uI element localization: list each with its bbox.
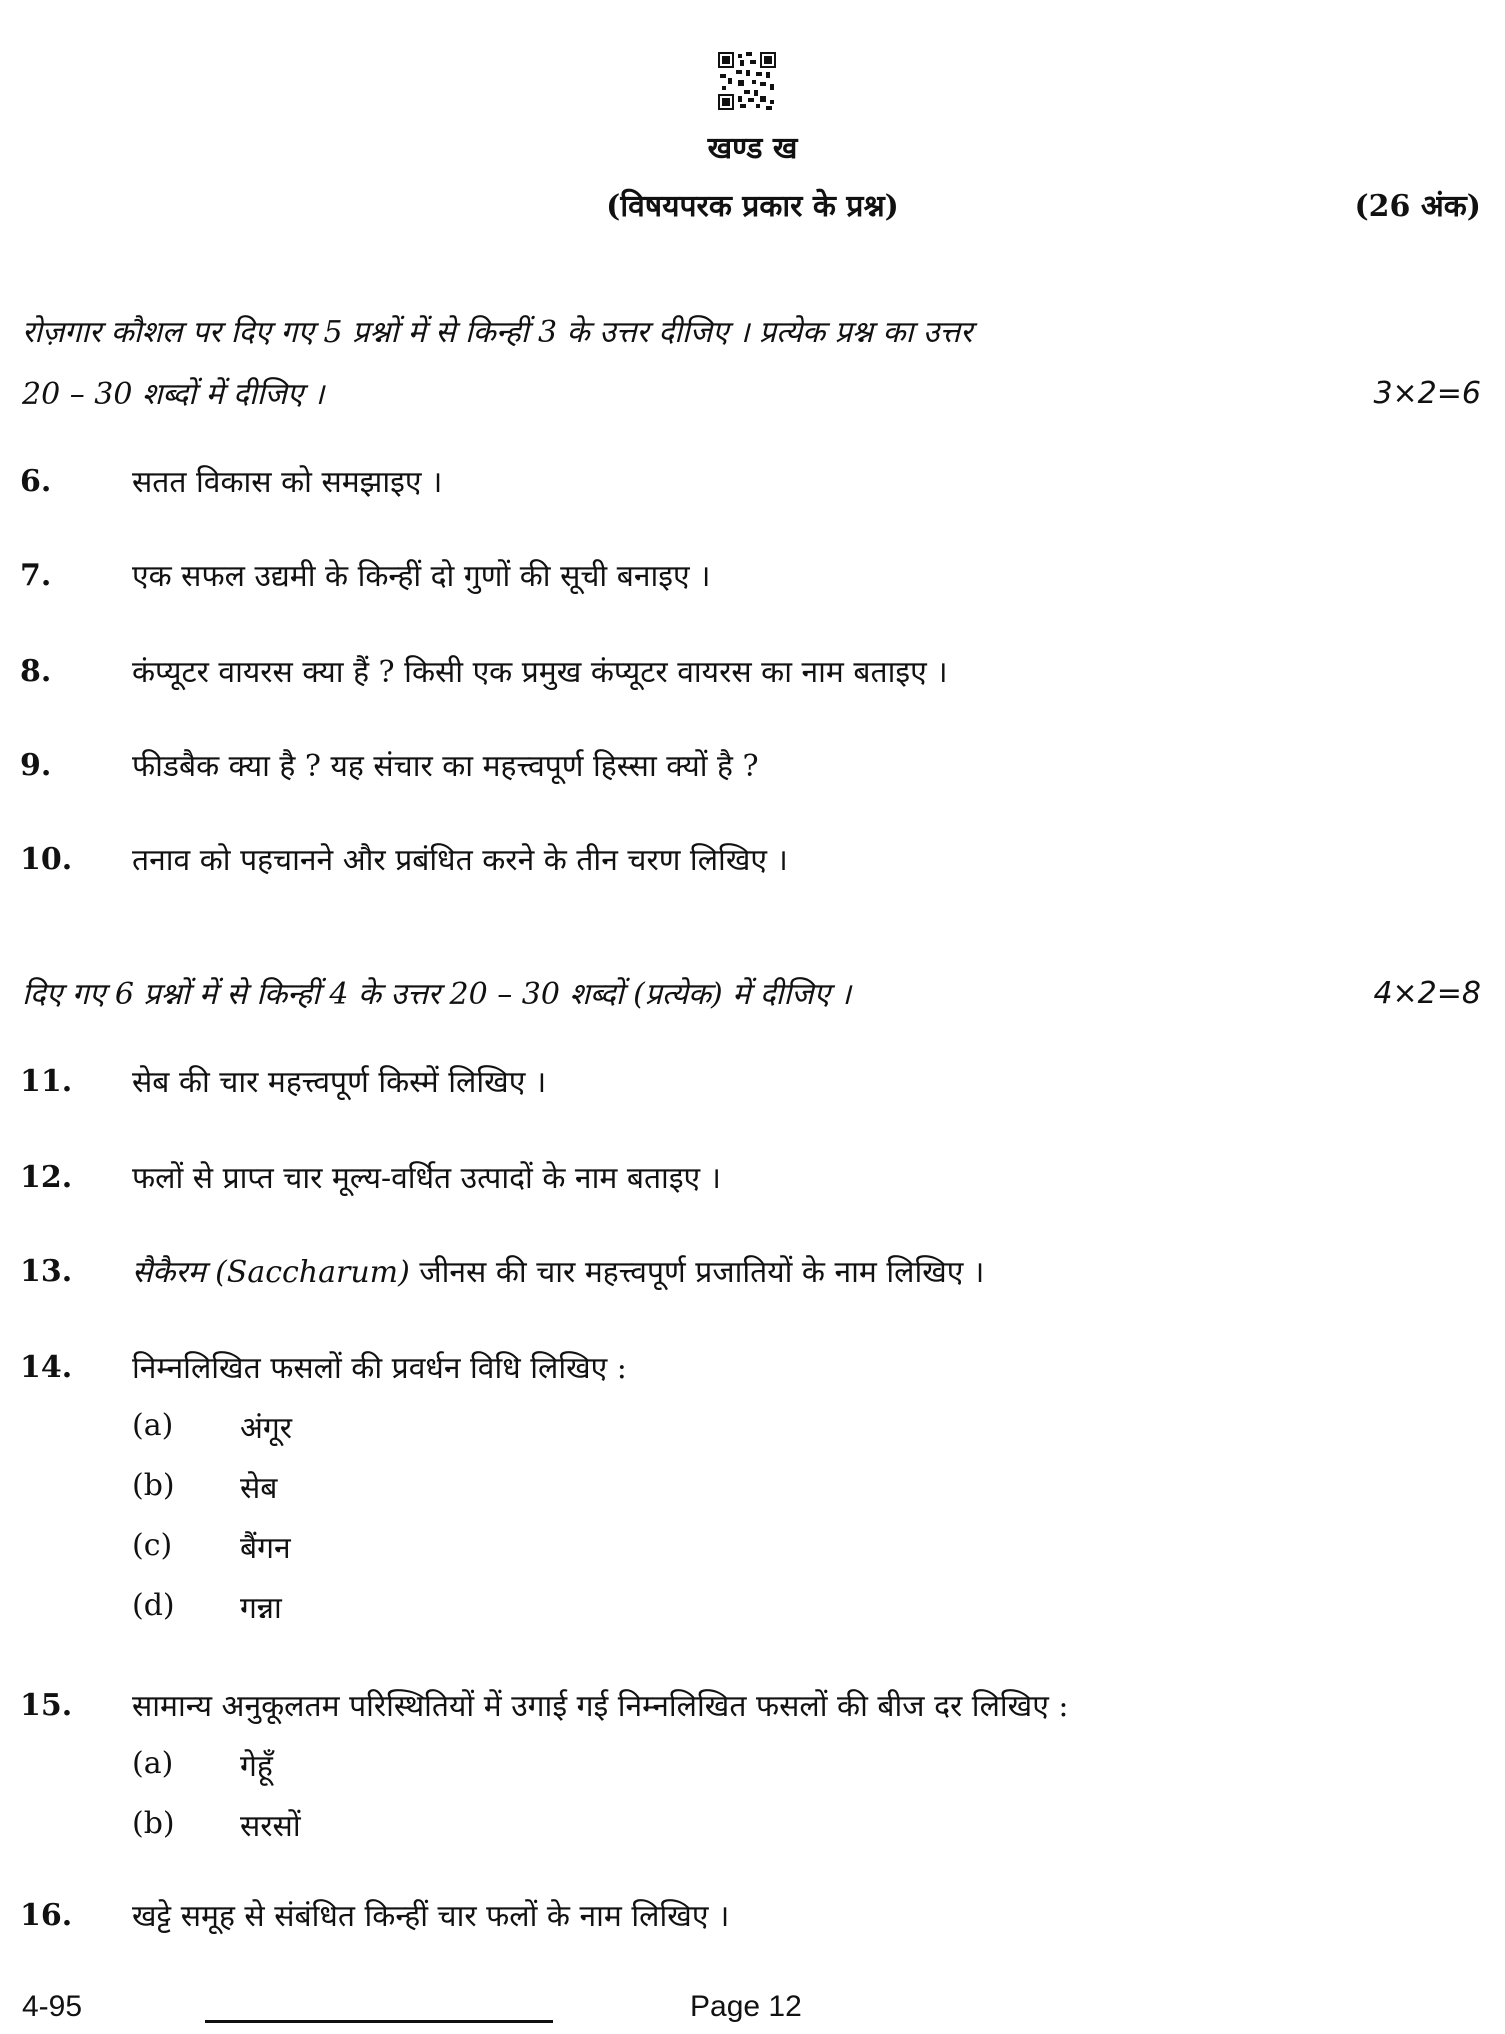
question-text: फीडबैक क्या है ? यह संचार का महत्त्वपूर्ण हिस्सा क्यों है ? xyxy=(132,749,759,784)
question-number: 13. xyxy=(20,1254,73,1289)
option-text: सरसों xyxy=(240,1809,301,1844)
question-text: खट्टे समूह से संबंधित किन्हीं चार फलों के नाम लिखिए । xyxy=(132,1899,730,1934)
option-label: (b) xyxy=(132,1468,175,1503)
option-text: सेब xyxy=(240,1471,278,1506)
section-title: खण्ड ख xyxy=(707,131,798,166)
question-text-rest: जीनस की चार महत्त्वपूर्ण प्रजातियों के नाम लिखिए । xyxy=(409,1255,985,1290)
question-number: 14. xyxy=(20,1350,73,1385)
option-text: बैंगन xyxy=(240,1531,291,1566)
qr-code-icon xyxy=(718,52,776,110)
section-subtitle: (विषयपरक प्रकार के प्रश्न) xyxy=(606,189,899,224)
part2-instruction: दिए गए 6 प्रश्नों में से किन्हीं 4 के उत्तर 20 – 30 शब्दों (प्रत्येक) में दीजिए । xyxy=(22,977,851,1012)
question-text: सेब की चार महत्त्वपूर्ण किस्में लिखिए । xyxy=(132,1065,547,1100)
footer-divider xyxy=(205,2020,553,2023)
part2-marks: 4×2=8 xyxy=(1373,976,1481,1011)
option-label: (d) xyxy=(132,1588,175,1623)
page-number: Page 12 xyxy=(690,1990,802,2023)
part1-instruction-line2: 20 – 30 शब्दों में दीजिए । xyxy=(22,377,325,412)
genus-name: सैकैरम (Saccharum) xyxy=(132,1255,410,1290)
question-number: 6. xyxy=(20,464,52,499)
option-text: गेहूँ xyxy=(240,1749,273,1784)
question-number: 16. xyxy=(20,1898,73,1933)
question-number: 10. xyxy=(20,842,73,877)
section-marks: (26 अंक) xyxy=(1354,189,1481,224)
option-text: अंगूर xyxy=(240,1411,293,1446)
question-text: तनाव को पहचानने और प्रबंधित करने के तीन चरण लिखिए । xyxy=(132,843,788,878)
question-number: 8. xyxy=(20,654,52,689)
question-text: निम्नलिखित फसलों की प्रवर्धन विधि लिखिए : xyxy=(132,1351,627,1386)
question-text: सामान्य अनुकूलतम परिस्थितियों में उगाई गई निम्नलिखित फसलों की बीज दर लिखिए : xyxy=(132,1689,1069,1724)
part1-instruction-line1: रोज़गार कौशल पर दिए गए 5 प्रश्नों में से किन्हीं 3 के उत्तर दीजिए । प्रत्येक प्रश्न का उत्तर xyxy=(22,315,973,350)
question-text: फलों से प्राप्त चार मूल्य-वर्धित उत्पादों के नाम बताइए । xyxy=(132,1161,722,1196)
question-number: 7. xyxy=(20,558,52,593)
option-label: (a) xyxy=(132,1746,174,1781)
option-label: (c) xyxy=(132,1528,173,1563)
question-text xyxy=(132,1250,984,1291)
question-number: 9. xyxy=(20,748,52,783)
paper-code: 4-95 xyxy=(22,1990,83,2023)
question-text: एक सफल उद्यमी के किन्हीं दो गुणों की सूची बनाइए । xyxy=(132,559,711,594)
question-number: 15. xyxy=(20,1688,73,1723)
question-number: 12. xyxy=(20,1160,73,1195)
question-text: सतत विकास को समझाइए । xyxy=(132,465,443,500)
part1-marks: 3×2=6 xyxy=(1373,376,1481,411)
option-label: (a) xyxy=(132,1408,174,1443)
option-text: गन्ना xyxy=(240,1591,282,1626)
question-number: 11. xyxy=(20,1064,73,1099)
question-text: कंप्यूटर वायरस क्या हैं ? किसी एक प्रमुख कंप्यूटर वायरस का नाम बताइए । xyxy=(132,655,948,690)
option-label: (b) xyxy=(132,1806,175,1841)
